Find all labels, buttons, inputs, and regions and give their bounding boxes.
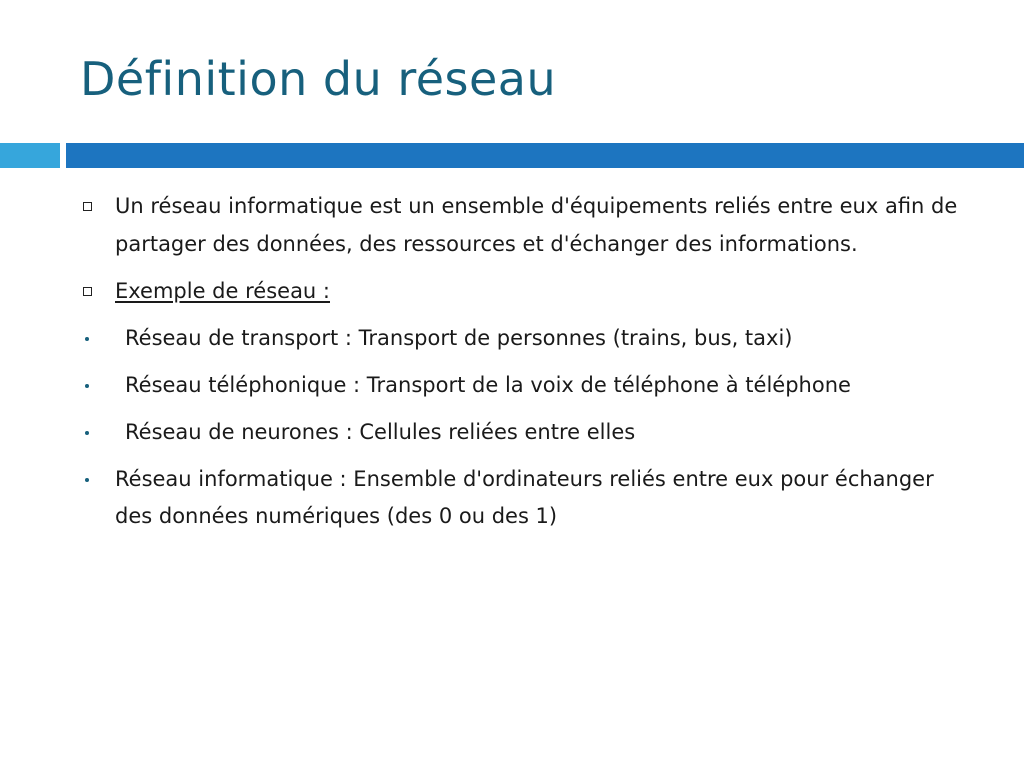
dot-bullet-icon <box>85 337 89 341</box>
bullet-text: Exemple de réseau : <box>115 278 330 303</box>
bullet-item <box>76 188 976 263</box>
bullet-text: Un réseau informatique est un ensemble d'équipements reliés entre eux afin de partager des données, des ressources et d'échanger des informations. <box>115 194 958 256</box>
dot-bullet-icon <box>85 384 89 388</box>
square-bullet-icon <box>83 287 92 296</box>
bullet-text: Réseau téléphonique : Transport de la voix de téléphone à téléphone <box>125 372 851 397</box>
header-band-left <box>0 143 60 168</box>
header-band-right <box>66 143 1024 168</box>
slide-title: Définition du réseau <box>80 52 557 106</box>
bullet-text: Réseau de transport : Transport de personnes (trains, bus, taxi) <box>125 325 793 350</box>
square-bullet-icon <box>83 202 92 211</box>
dot-bullet-icon <box>85 478 89 482</box>
sub-bullet-item <box>76 414 976 452</box>
slide-content <box>76 188 976 545</box>
bullet-text: Réseau de neurones : Cellules reliées entre elles <box>125 419 636 444</box>
bullet-text: Réseau informatique : Ensemble d'ordinateurs reliés entre eux pour échanger des données numériques (des 0 ou des 1) <box>115 466 934 528</box>
sub-bullet-item <box>76 367 976 405</box>
dot-bullet-icon <box>85 431 89 435</box>
sub-bullet-item <box>76 320 976 358</box>
bullet-item <box>76 273 976 311</box>
sub-bullet-item <box>76 461 976 536</box>
